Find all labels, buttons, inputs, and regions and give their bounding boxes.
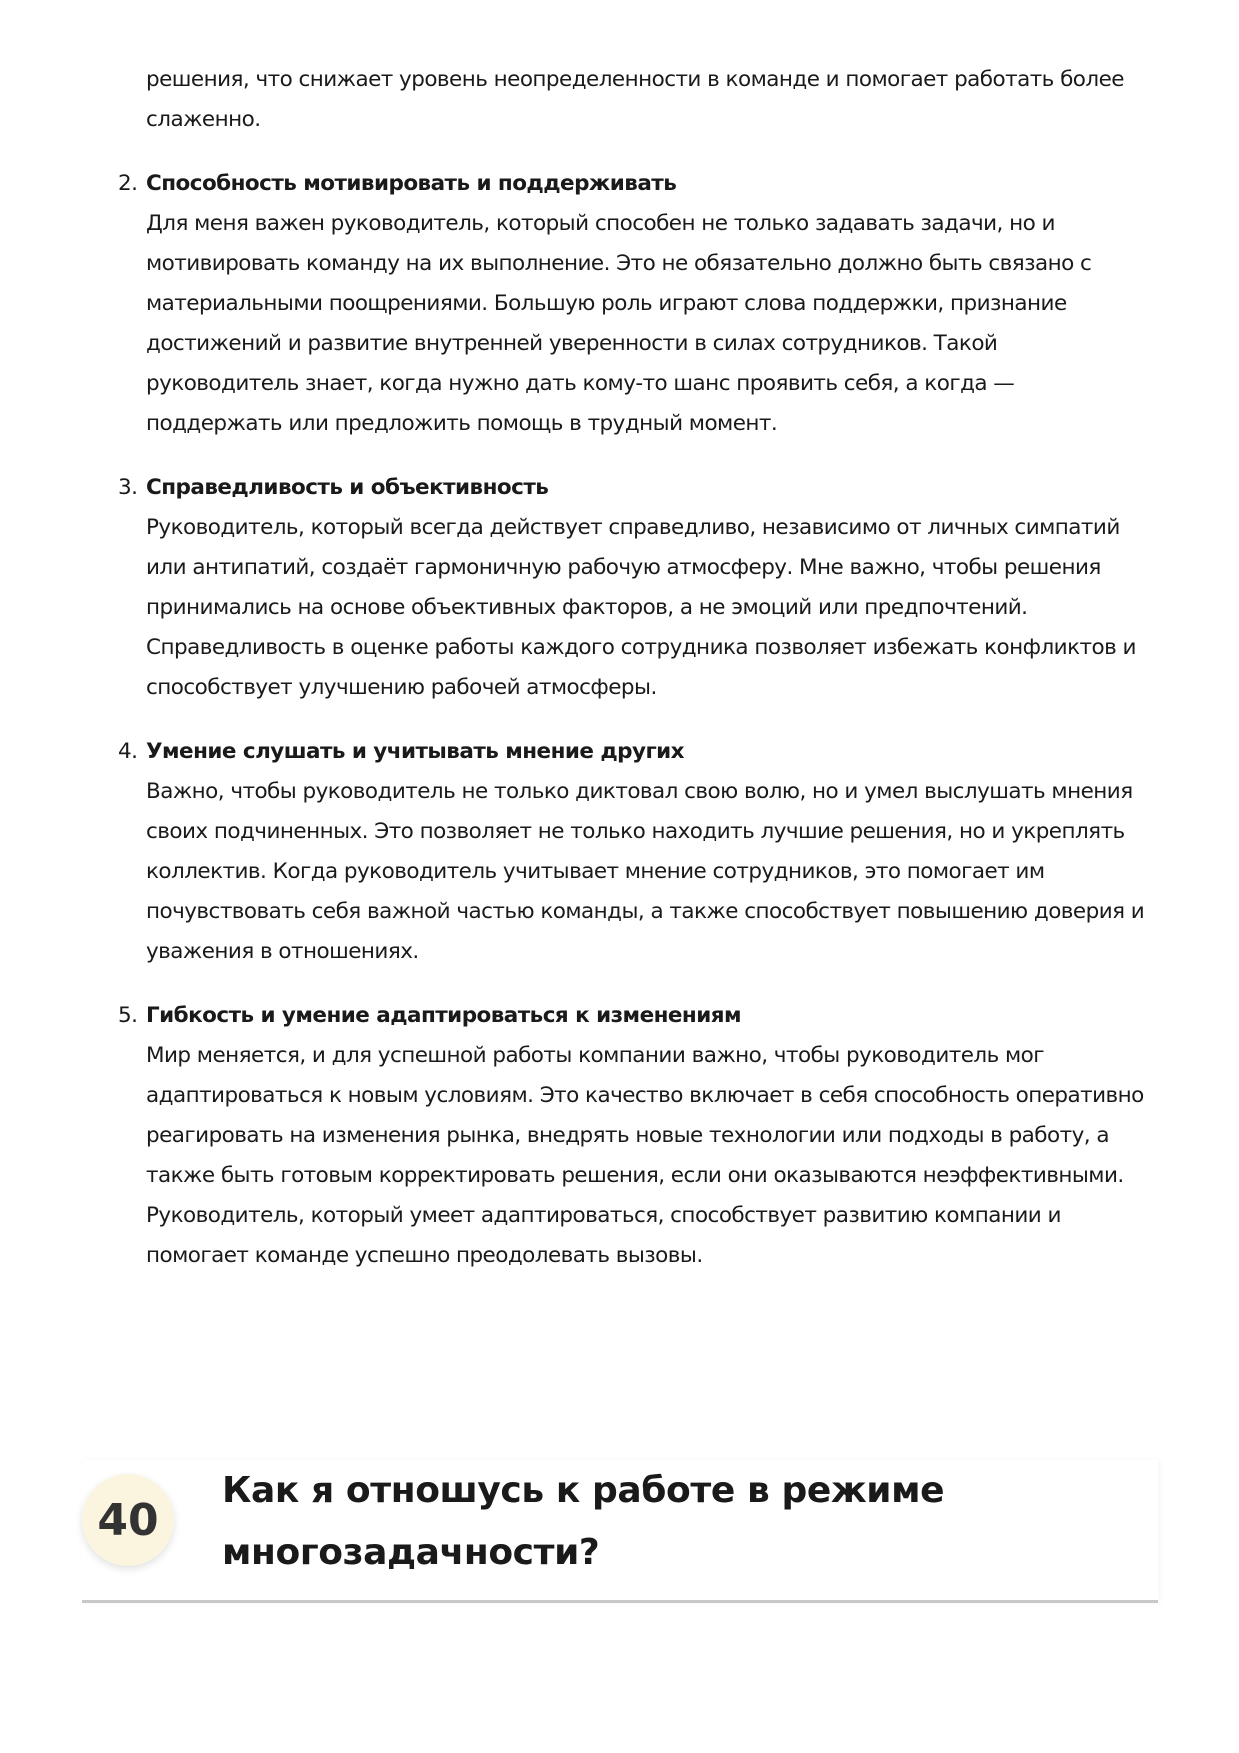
list-item-title: Способность мотивировать и поддерживать (146, 171, 677, 196)
previous-item-tail: решения, что снижает уровень неопределенности в команде и помогает работать более слаженно. (146, 67, 1124, 132)
list-item (118, 468, 1156, 708)
list-item-text: Мир меняется, и для успешной работы компании важно, чтобы руководитель мог адаптироваться к новым условиям. Это качество включает в себя способность оперативно реагировать на изменения рынка, внедрять новые технологии или подходы в работу, а также быть готовым корректировать решения, если они оказываются неэффективными. Руководитель, который умеет адаптироваться, способствует развитию компании и помогает команде успешно преодолевать вызовы. (146, 1043, 1144, 1268)
list-item-text: Для меня важен руководитель, который способен не только задавать задачи, но и мотивировать команду на их выполнение. Это не обязательно должно быть связано с материальными поощрениями. Большую роль играют слова поддержки, признание достижений и развитие внутренней уверенности в силах сотрудников. Такой руководитель знает, когда нужно дать кому-то шанс проявить себя, а когда — поддержать или предложить помощь в трудный момент. (146, 211, 1092, 436)
list-item-title: Справедливость и объективность (146, 475, 549, 500)
list-item-number: 3. (118, 475, 138, 500)
list-item-title: Гибкость и умение адаптироваться к изменениям (146, 1003, 742, 1028)
question-number-badge: 40 (82, 1474, 174, 1566)
list-item (118, 732, 1156, 972)
qualities-list (118, 164, 1156, 1276)
question-section-header (82, 1460, 1158, 1603)
list-item (118, 996, 1156, 1276)
list-item-number: 4. (118, 739, 138, 764)
list-item-title: Умение слушать и учитывать мнение других (146, 739, 684, 764)
list-item-text: Руководитель, который всегда действует справедливо, независимо от личных симпатий или антипатий, создаёт гармоничную рабочую атмосферу. Мне важно, чтобы решения принимались на основе объективных факторов, а не эмоций или предпочтений. Справедливость в оценке работы каждого сотрудника позволяет избежать конфликтов и способствует улучшению рабочей атмосферы. (146, 515, 1136, 700)
document-body (118, 60, 1156, 1300)
list-item-number: 5. (118, 1003, 138, 1028)
list-item-number: 2. (118, 171, 138, 196)
question-title: Как я отношусь к работе в режиме многозадачности? (222, 1470, 945, 1573)
list-item (118, 164, 1156, 444)
list-item-text: Важно, чтобы руководитель не только диктовал свою волю, но и умел выслушать мнения своих подчиненных. Это позволяет не только находить лучшие решения, но и укреплять коллектив. Когда руководитель учитывает мнение сотрудников, это помогает им почувствовать себя важной частью команды, а также способствует повышению доверия и уважения в отношениях. (146, 779, 1145, 964)
